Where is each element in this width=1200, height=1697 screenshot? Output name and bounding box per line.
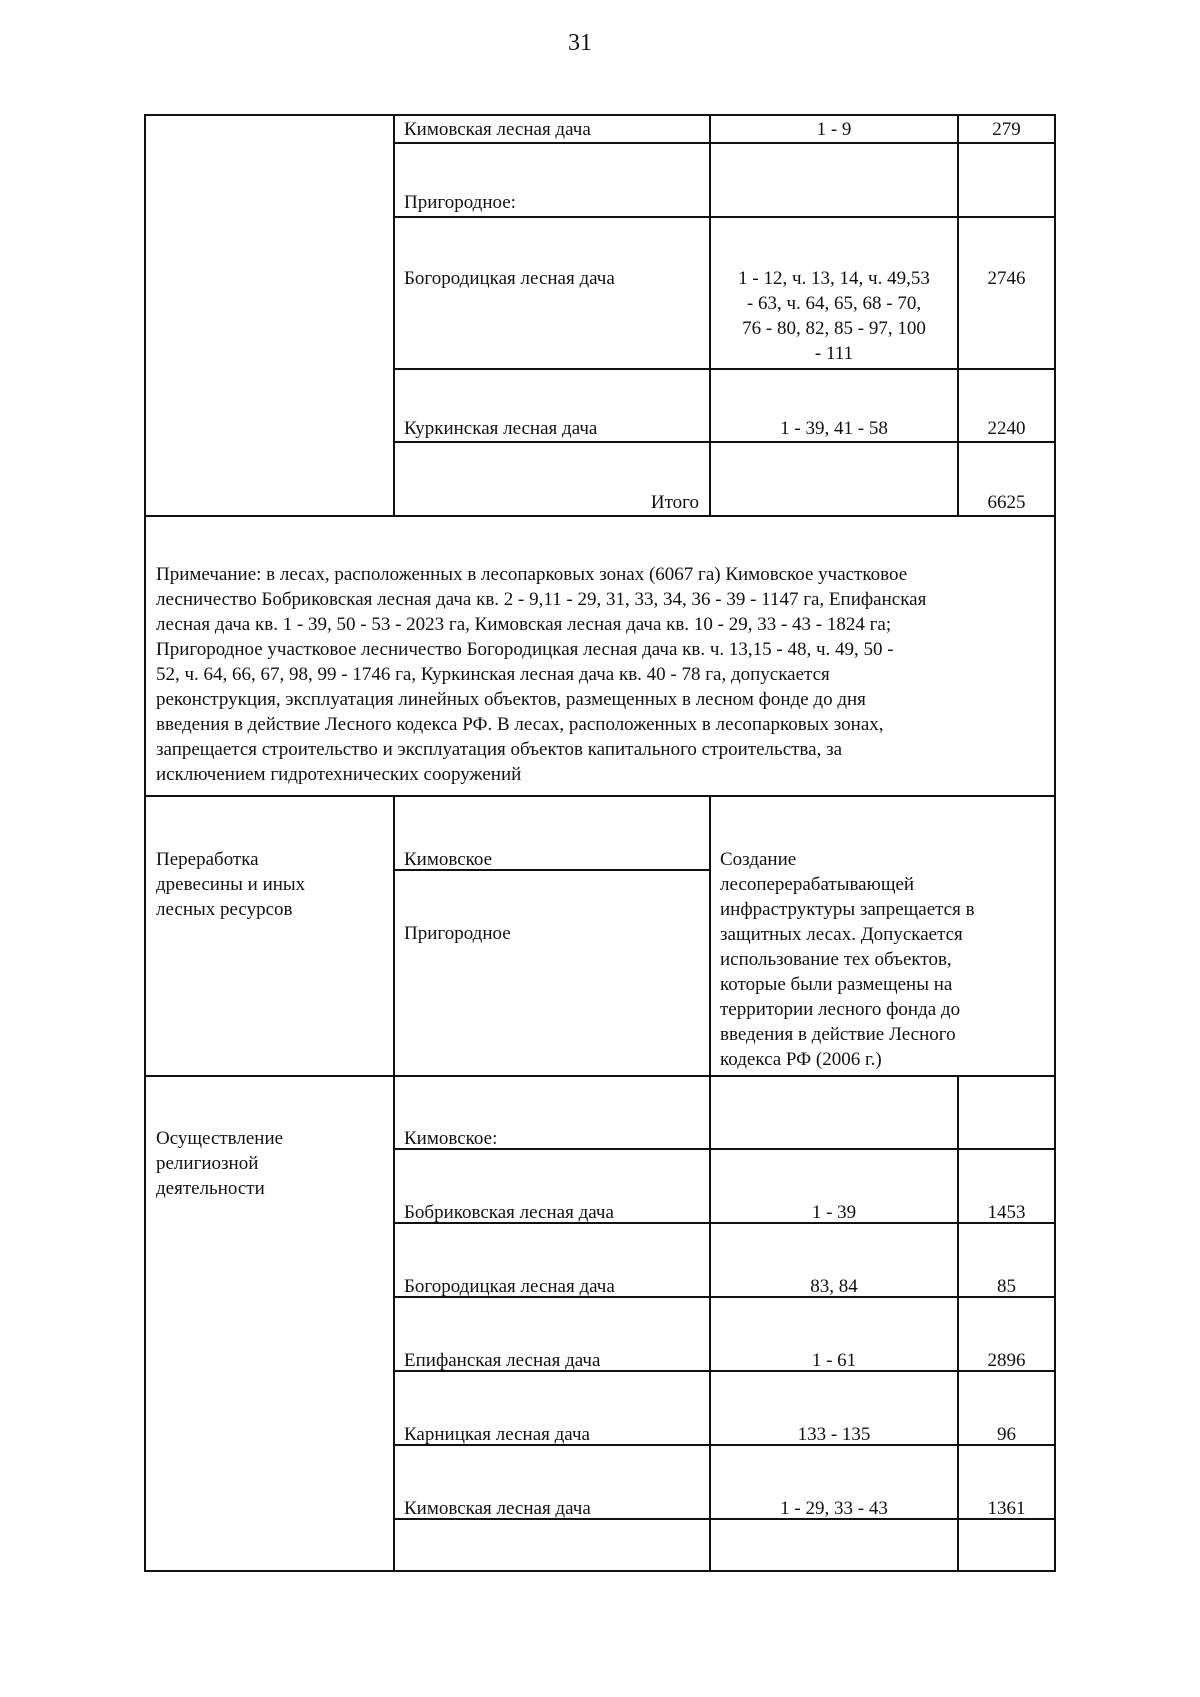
area-cell: 2896 [987,1350,1026,1371]
row-divider [393,216,1056,218]
col-divider [957,114,959,517]
forestry-label: Кимовское [404,849,493,870]
forest-name-cell: Кимовская лесная дача [404,119,591,140]
row-divider [393,368,1056,370]
forestry-label: Пригородное: [404,192,516,213]
row-divider [393,441,1056,443]
quarters-cell: 1 - 9 [816,119,852,140]
forestry-label: Пригородное [404,923,511,944]
col-divider [393,795,395,1077]
section-divider [144,795,1056,797]
forestry-label: Кимовское: [404,1128,498,1149]
quarters-cell: 1 - 39, 41 - 58 [780,418,888,439]
quarters-cell: 1 - 39 [811,1202,857,1223]
area-cell: 2746 [987,268,1026,289]
col-divider [393,114,395,517]
quarters-cell: 83, 84 [810,1276,858,1297]
forest-name-cell: Богородицкая лесная дача [404,1276,615,1297]
quarters-cell: 133 - 135 [797,1424,871,1445]
area-cell: 85 [997,1276,1016,1297]
page-number: 31 [568,30,592,56]
col-divider [709,795,711,1077]
forest-name-cell: Бобриковская лесная дача [404,1202,614,1223]
description-cell: Создание лесоперерабатывающей инфраструктуры запрещается в защитных лесах. Допускается использование тех объектов, которые были размещены на территории лесного фонда до введения в действие Лесного кодекса РФ (2006 г.) [720,849,975,1070]
activity-label: Осуществление религиозной деятельности [156,1128,284,1199]
forest-name-cell: Куркинская лесная дача [404,418,598,439]
note-paragraph: Примечание: в лесах, расположенных в лесопарковых зонах (6067 га) Кимовское участковое лесничество Бобриковская лесная дача кв. 2 - 9,11 - 29, 31, 33, 34, 36 - 39 - 1147 га, Епифанская лесная дача кв. 1 - 39, 50 - 53 - 2023 га, Кимовская лесная дача кв. 10 - 29, 33 - 43 - 1824 га; Пригородное участковое лесничество Богородицкая лесная дача кв. ч. 13,15 - 48, ч. 49, 50 - 52, ч. 64, 66, 67, 98, 99 - 1746 га, Куркинская лесная дача кв. 40 - 78 га, допускается реконструкция, эксплуатация линейных объектов, размещенных в лесном фонде до дня введения в действие Лесного кодекса РФ. В лесах, расположенных в лесопарковых зонах, запрещается строительство и эксплуатация объектов капитального строительства, за исключением гидротехнических сооружений [156,564,927,785]
area-cell: 1453 [987,1202,1026,1223]
area-cell: 96 [997,1424,1016,1445]
table-border-left [144,114,146,1572]
row-divider [393,142,1056,144]
area-cell: 2240 [987,418,1026,439]
section-divider [144,1075,1056,1077]
total-value: 6625 [987,492,1026,513]
quarters-cell: 1 - 12, ч. 13, 14, ч. 49,53 - 63, ч. 64, 65, 68 - 70, 76 - 80, 82, 85 - 97, 100 - 111 [738,268,930,364]
area-cell: 1361 [987,1498,1026,1519]
forest-name-cell: Карницкая лесная дача [404,1424,590,1445]
forest-name-cell: Епифанская лесная дача [404,1350,601,1371]
forest-name-cell: Богородицкая лесная дача [404,268,615,289]
section-divider [144,515,1056,517]
table-border-right [1054,114,1056,1572]
area-cell: 279 [992,119,1021,140]
forest-name-cell: Кимовская лесная дача [404,1498,591,1519]
quarters-cell: 1 - 29, 33 - 43 [780,1498,888,1519]
table-border-top [144,114,1056,116]
total-label: Итого [650,492,699,513]
activity-label: Переработка древесины и иных лесных ресурсов [156,849,306,920]
quarters-cell: 1 - 61 [811,1350,857,1371]
table-border-bottom [144,1570,1056,1572]
